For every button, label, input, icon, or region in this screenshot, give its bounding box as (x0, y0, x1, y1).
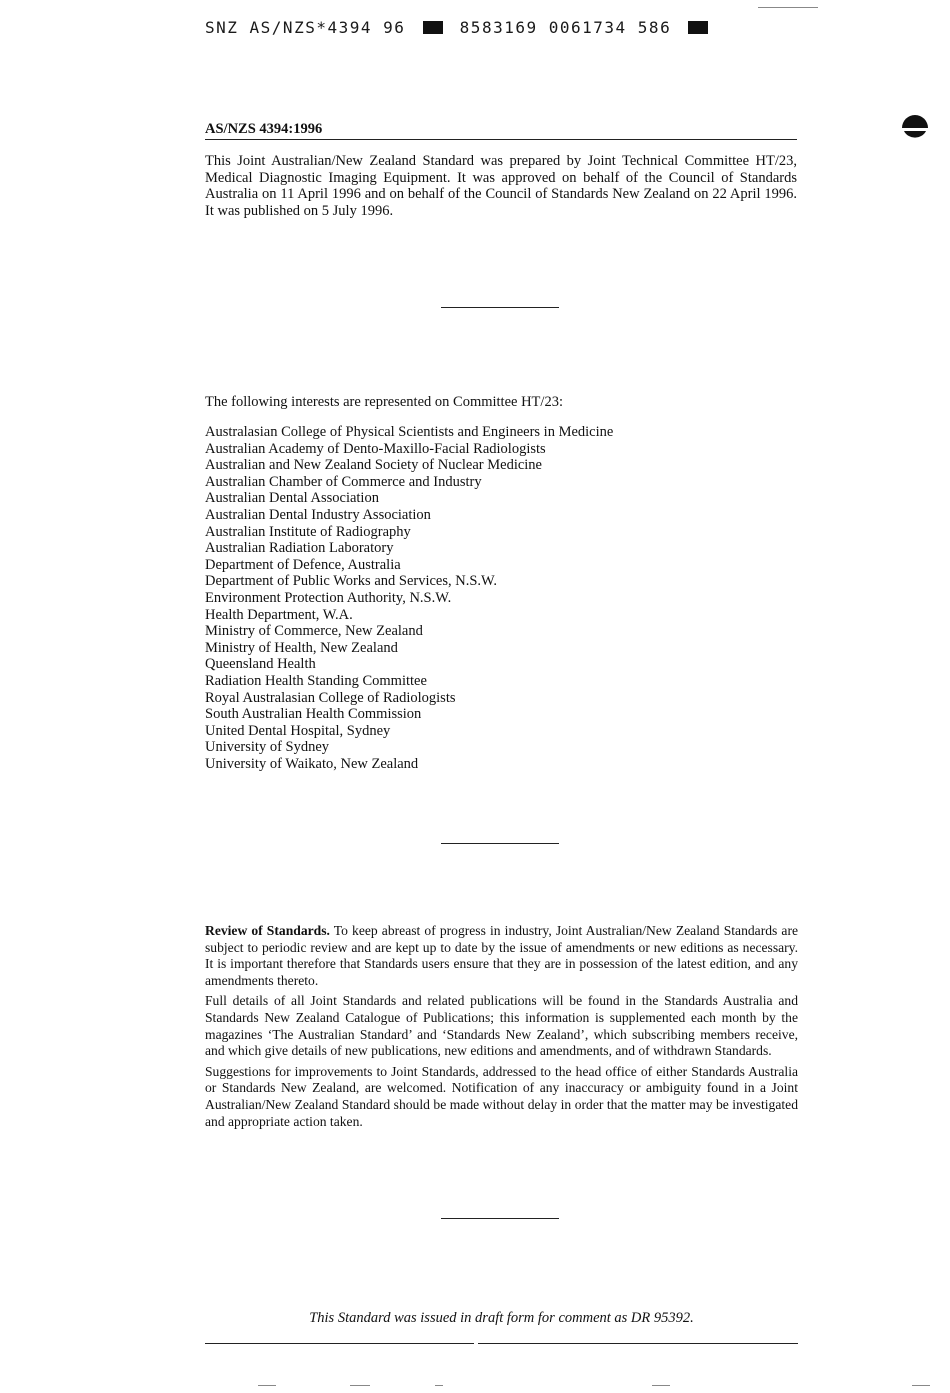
list-item: Department of Public Works and Services, N.S.W. (205, 573, 498, 590)
scan-artifact (758, 7, 818, 8)
review-text: To keep abreast of progress in industry, Joint Australian/New Zealand Standards are subject to periodic review and are kept up to date by the issue of amendments or new editions as necessary. It is important therefore that Standards users ensure that they are in possession of the latest edition, and any amendments thereto. (205, 923, 799, 988)
list-item: Ministry of Commerce, New Zealand (205, 623, 423, 640)
footer-rule (205, 1343, 474, 1344)
list-item: Radiation Health Standing Committee (205, 672, 427, 689)
list-item: Australian Radiation Laboratory (205, 540, 394, 557)
list-item: Australian and New Zealand Society of Nuclear Medicine (205, 457, 542, 474)
review-paragraph (205, 923, 798, 989)
list-item: University of Sydney (205, 739, 330, 756)
preparation-statement: This Joint Australian/New Zealand Standard was prepared by Joint Technical Committee HT/23, Medical Diagnostic Imaging Equipment. It was approved on behalf of the Council of Standards Australia on 11 April 1996 and on behalf of the Council of Standards New Zealand on 22 April 1996. It was published on 5 July 1996. (205, 153, 797, 219)
barcode-block (688, 21, 708, 34)
footer-rule (478, 1343, 798, 1344)
list-item: University of Waikato, New Zealand (205, 755, 419, 772)
list-item: Ministry of Health, New Zealand (205, 639, 398, 656)
heading-rule (205, 139, 797, 140)
list-item: South Australian Health Commission (205, 706, 422, 723)
list-item: Australian Academy of Dento-Maxillo-Facial Radiologists (205, 440, 546, 457)
list-item: Australian Dental Industry Association (205, 506, 431, 523)
section-divider (441, 843, 559, 844)
section-divider (441, 307, 559, 308)
review-of-standards (205, 923, 798, 1134)
standard-reference: AS/NZS 4394:1996 (205, 121, 323, 137)
list-item: Australian Dental Association (205, 490, 379, 507)
list-item: Environment Protection Authority, N.S.W. (205, 589, 452, 606)
interests-list (205, 424, 613, 772)
scan-header-right: 8583169 0061734 586 (459, 18, 672, 37)
registration-mark-icon (901, 114, 929, 142)
list-item: Australasian College of Physical Scientists and Engineers in Medicine (205, 424, 614, 440)
list-item: Department of Defence, Australia (205, 556, 401, 573)
list-item: Queensland Health (205, 656, 316, 673)
draft-note: This Standard was issued in draft form for comment as DR 95392. (309, 1310, 694, 1326)
list-item: Health Department, W.A. (205, 606, 353, 623)
interests-intro: The following interests are represented on Committee HT/23: (205, 394, 563, 410)
scan-artifact (258, 1385, 276, 1386)
review-paragraph: Full details of all Joint Standards and related publications will be found in the Standards Australia and Standards New Zealand Catalogue of Publications; this information is supplemented each month by the magazines ‘The Australian Standard’ and ‘Standards New Zealand’, which subscribing members receive, and which give details of new publications, new editions and amendments, and of withdrawn Standards. (205, 993, 798, 1059)
scan-artifact (652, 1385, 670, 1386)
review-paragraph: Suggestions for improvements to Joint Standards, addressed to the head office of either Standards Australia or Standards New Zealand, are welcomed. Notification of any inaccuracy or ambiguity found in a Joint Australian/New Zealand Standard should be made without delay in order that the matter may be investigated and appropriate action taken. (205, 1063, 798, 1129)
list-item: Australian Chamber of Commerce and Industry (205, 473, 482, 490)
scan-artifact (350, 1385, 370, 1386)
review-heading: Review of Standards. (205, 923, 330, 938)
barcode-block (423, 21, 443, 34)
section-divider (441, 1218, 559, 1219)
list-item: United Dental Hospital, Sydney (205, 722, 391, 739)
scan-artifact (435, 1385, 443, 1386)
scan-header-left: SNZ AS/NZS*4394 96 (205, 18, 406, 37)
scan-artifact (912, 1385, 930, 1386)
list-item: Australian Institute of Radiography (205, 523, 411, 540)
list-item: Royal Australasian College of Radiologists (205, 689, 456, 706)
scan-header (205, 18, 714, 37)
